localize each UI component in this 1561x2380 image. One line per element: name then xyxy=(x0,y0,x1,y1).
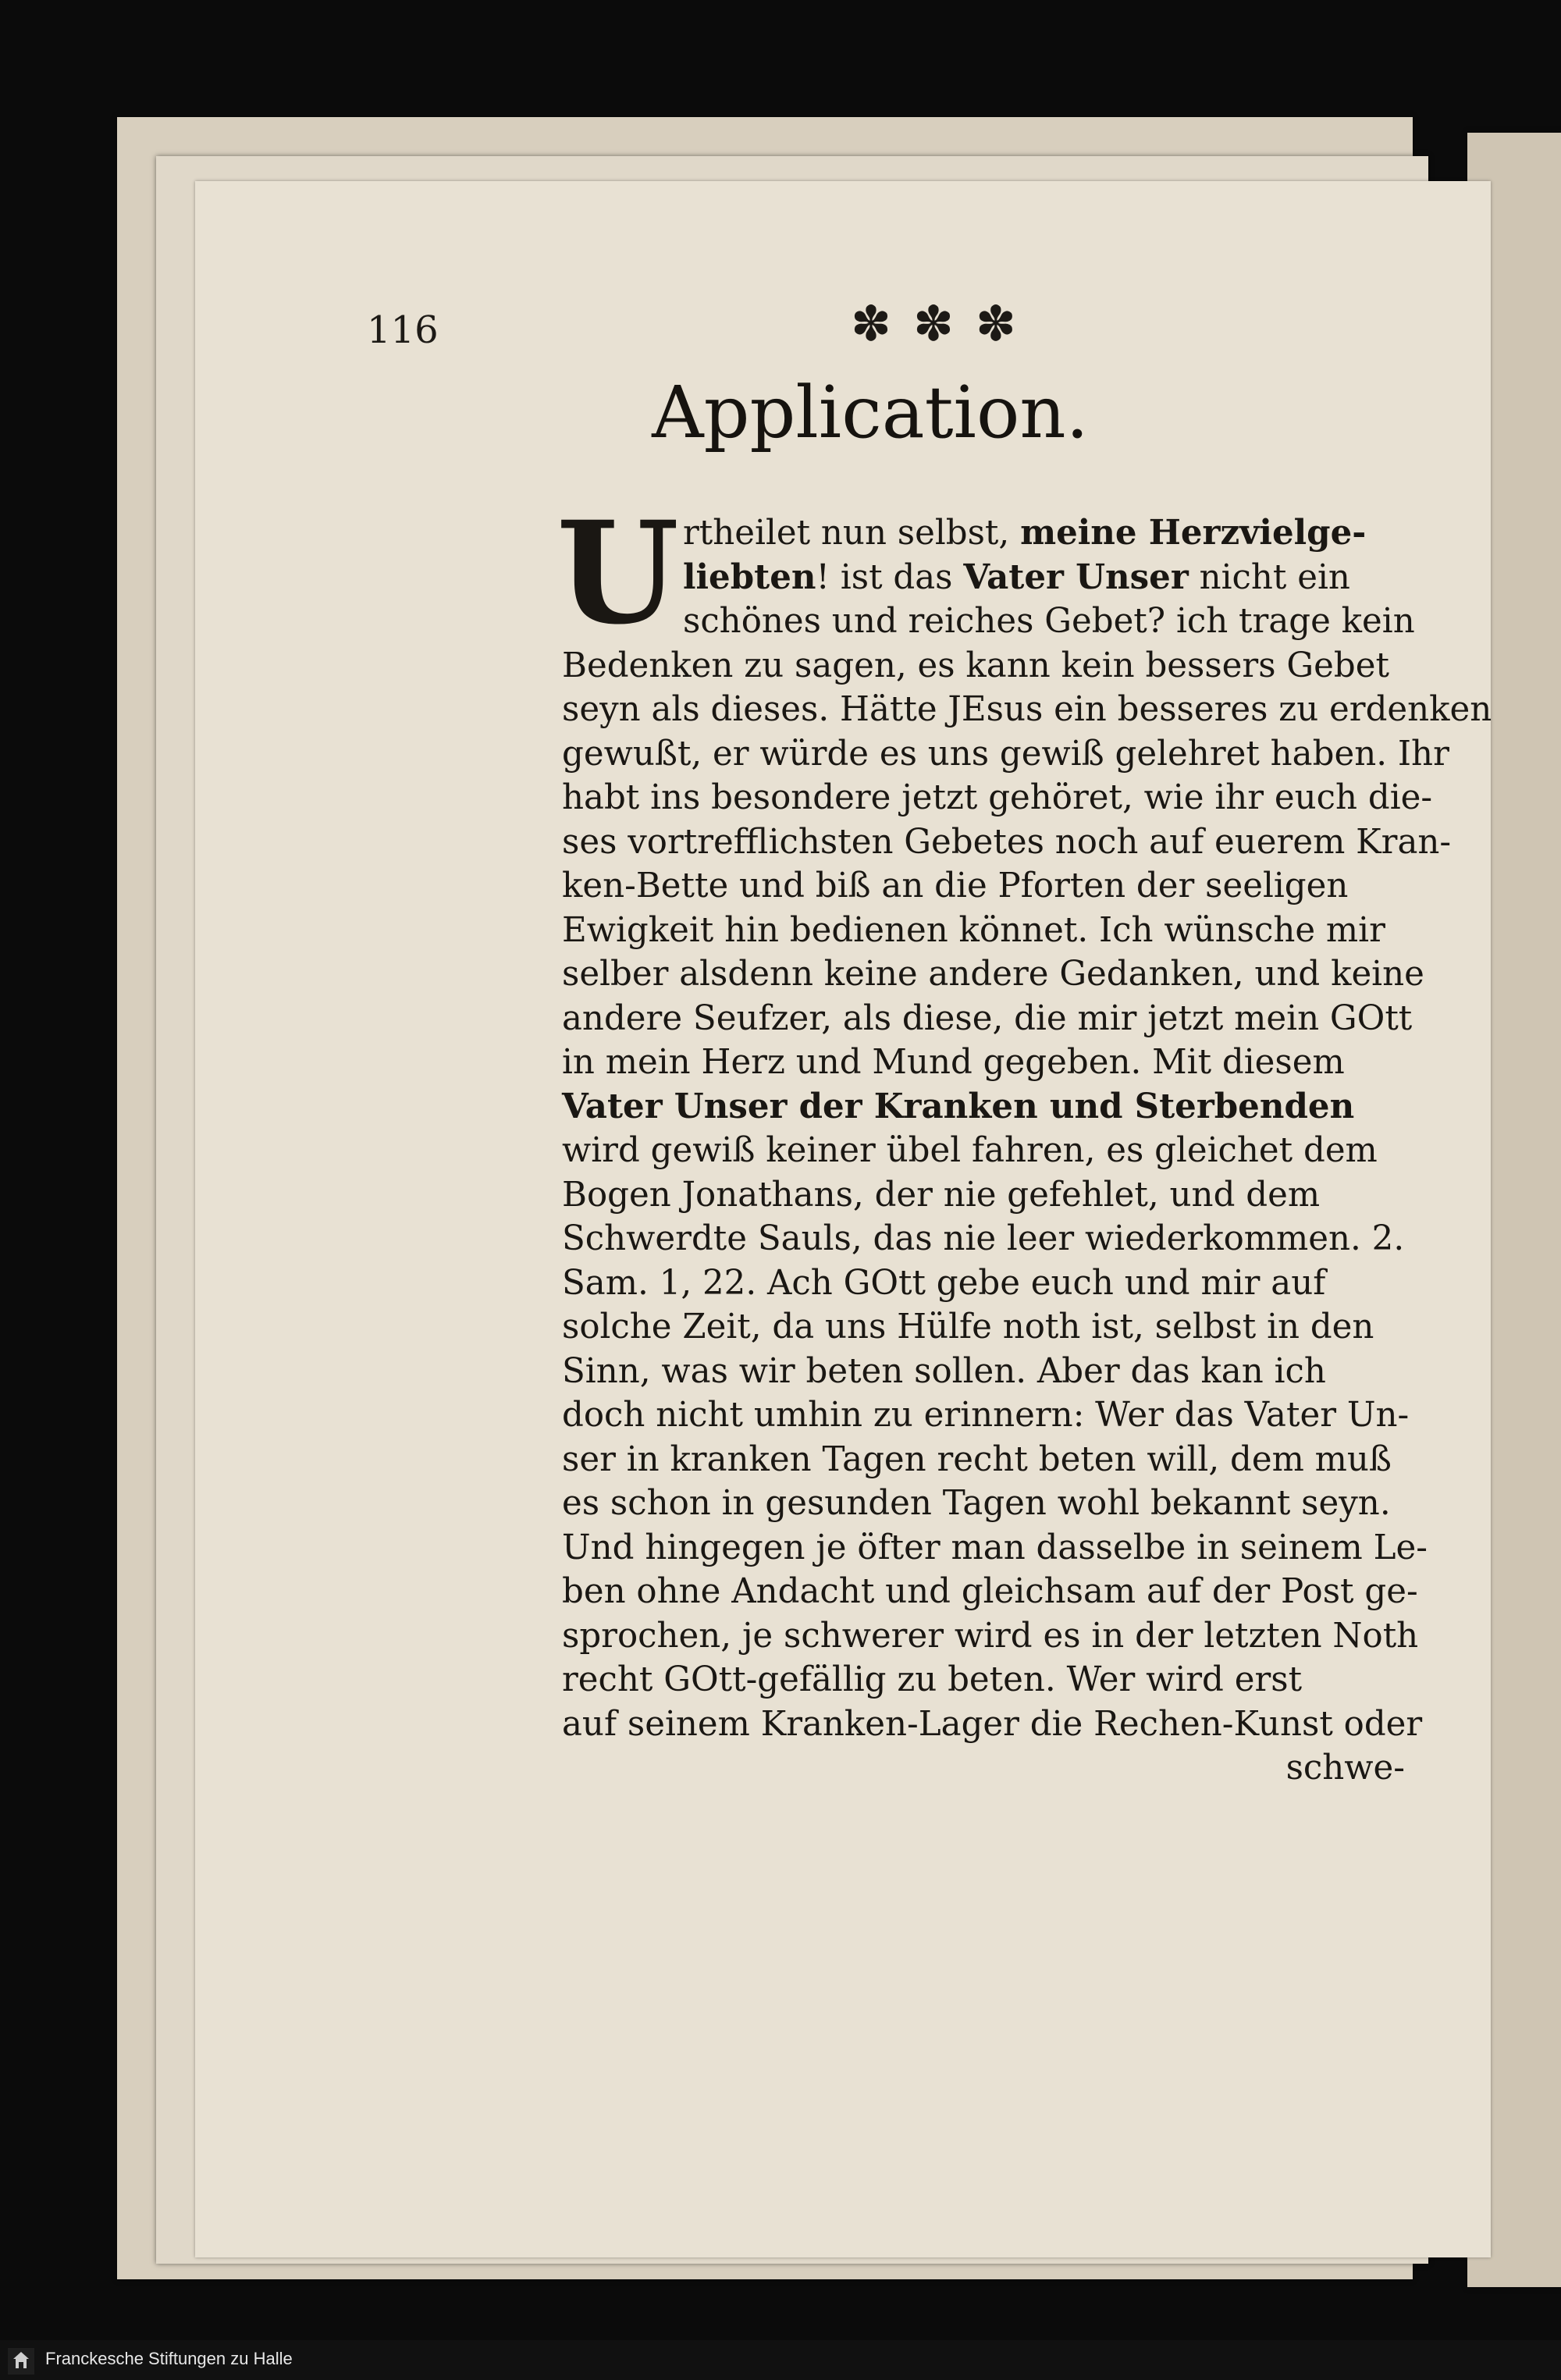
text-run: Bogen Jonathans, der nie gefehlet, und dem xyxy=(562,1175,1321,1215)
text-line xyxy=(562,1526,1428,1571)
page-number: 116 xyxy=(367,308,439,352)
text-run: rtheilet nun selbst, xyxy=(683,514,1021,553)
text-run: es schon in gesunden Tagen wohl bekannt seyn. xyxy=(562,1484,1391,1523)
text-run: ser in kranken Tagen recht beten will, dem muß xyxy=(562,1439,1392,1479)
text-run: wird gewiß keiner übel fahren, es gleichet dem xyxy=(562,1131,1378,1170)
text-line xyxy=(562,1217,1405,1261)
text-line xyxy=(562,1305,1405,1350)
text-run: Schwerdte Sauls, das nie leer wiederkommen. 2. xyxy=(562,1219,1405,1258)
text-run: seyn als dieses. Hätte JEsus ein besseres zu erdenken xyxy=(562,690,1492,729)
text-line xyxy=(562,1438,1405,1482)
text-line xyxy=(562,688,1492,732)
text-run: selber alsdenn keine andere Gedanken, und keine xyxy=(562,955,1424,994)
page-title: Application. xyxy=(652,371,1089,454)
text-line xyxy=(562,1658,1405,1702)
drop-capital: U xyxy=(556,491,679,656)
institution-logo-icon xyxy=(8,2348,34,2375)
text-line xyxy=(562,864,1405,909)
text-line xyxy=(562,952,1424,997)
text-run: Und hingegen je öfter man dasselbe in seinem Le- xyxy=(562,1528,1428,1567)
text-line xyxy=(562,909,1405,953)
emphasized-text: Vater Unser der Kranken und Sterbenden xyxy=(562,1086,1355,1126)
footer-institution-label: Franckesche Stiftungen zu Halle xyxy=(45,2349,293,2368)
text-run: Sinn, was wir beten sollen. Aber das kan ich xyxy=(562,1351,1326,1391)
text-run: habt ins besondere jetzt gehöret, wie ihr euch die- xyxy=(562,778,1433,817)
text-run: nicht ein xyxy=(1188,557,1350,597)
text-line xyxy=(562,1702,1423,1747)
footer-bar xyxy=(0,2340,1561,2380)
text-run: sprochen, je schwerer wird es in der letzten Noth xyxy=(562,1616,1419,1656)
text-run: ben ohne Andacht und gleichsam auf der Post ge- xyxy=(562,1572,1418,1611)
text-line xyxy=(562,599,1415,644)
text-line xyxy=(562,1261,1405,1306)
emphasized-text: Vater Unser xyxy=(963,557,1189,597)
text-line xyxy=(562,1129,1405,1173)
body-text xyxy=(562,511,1492,1791)
text-line xyxy=(562,776,1433,820)
text-line xyxy=(562,556,1405,600)
text-run: schönes und reiches Gebet? ich trage kein xyxy=(683,602,1415,641)
text-run: ses vortrefflichsten Gebetes noch auf euerem Kran- xyxy=(562,822,1452,862)
text-run: ! ist das xyxy=(816,557,964,597)
text-line xyxy=(562,820,1452,865)
text-line xyxy=(562,1393,1410,1438)
text-run: Sam. 1, 22. Ach GOtt gebe euch und mir auf xyxy=(562,1263,1326,1303)
text-line xyxy=(562,732,1449,777)
text-run: solche Zeit, da uns Hülfe noth ist, selbst in den xyxy=(562,1307,1374,1347)
text-line xyxy=(562,997,1413,1041)
text-line xyxy=(562,1482,1405,1526)
text-run: Bedenken zu sagen, es kann kein bessers Gebet xyxy=(562,646,1389,685)
text-line xyxy=(562,644,1405,688)
text-run: doch nicht umhin zu erinnern: Wer das Vater Un- xyxy=(562,1396,1410,1435)
text-run: auf seinem Kranken-Lager die Rechen-Kunst oder xyxy=(562,1704,1423,1744)
text-line xyxy=(562,1173,1405,1218)
text-run: ken-Bette und biß an die Pforten der seeligen xyxy=(562,866,1349,905)
text-line xyxy=(562,511,1405,556)
text-run: Ewigkeit hin bedienen könnet. Ich wünsche mir xyxy=(562,910,1385,950)
catchword: schwe- xyxy=(1285,1749,1405,1788)
text-line xyxy=(562,1085,1405,1130)
emphasized-text: liebten xyxy=(683,557,816,597)
text-line xyxy=(562,1350,1405,1394)
text-run: andere Seufzer, als diese, die mir jetzt mein GOtt xyxy=(562,998,1413,1038)
text-line xyxy=(562,1041,1405,1085)
text-run: in mein Herz und Mund gegeben. Mit diesem xyxy=(562,1043,1345,1082)
text-run: recht GOtt-gefällig zu beten. Wer wird erst xyxy=(562,1660,1303,1699)
text-run: gewußt, er würde es uns gewiß gelehret haben. Ihr xyxy=(562,734,1449,774)
emphasized-text: meine Herzvielge- xyxy=(1020,513,1367,553)
text-line xyxy=(562,1614,1419,1659)
text-line xyxy=(562,1570,1418,1614)
ornament-icon: ✽✽✽ xyxy=(851,295,1038,352)
